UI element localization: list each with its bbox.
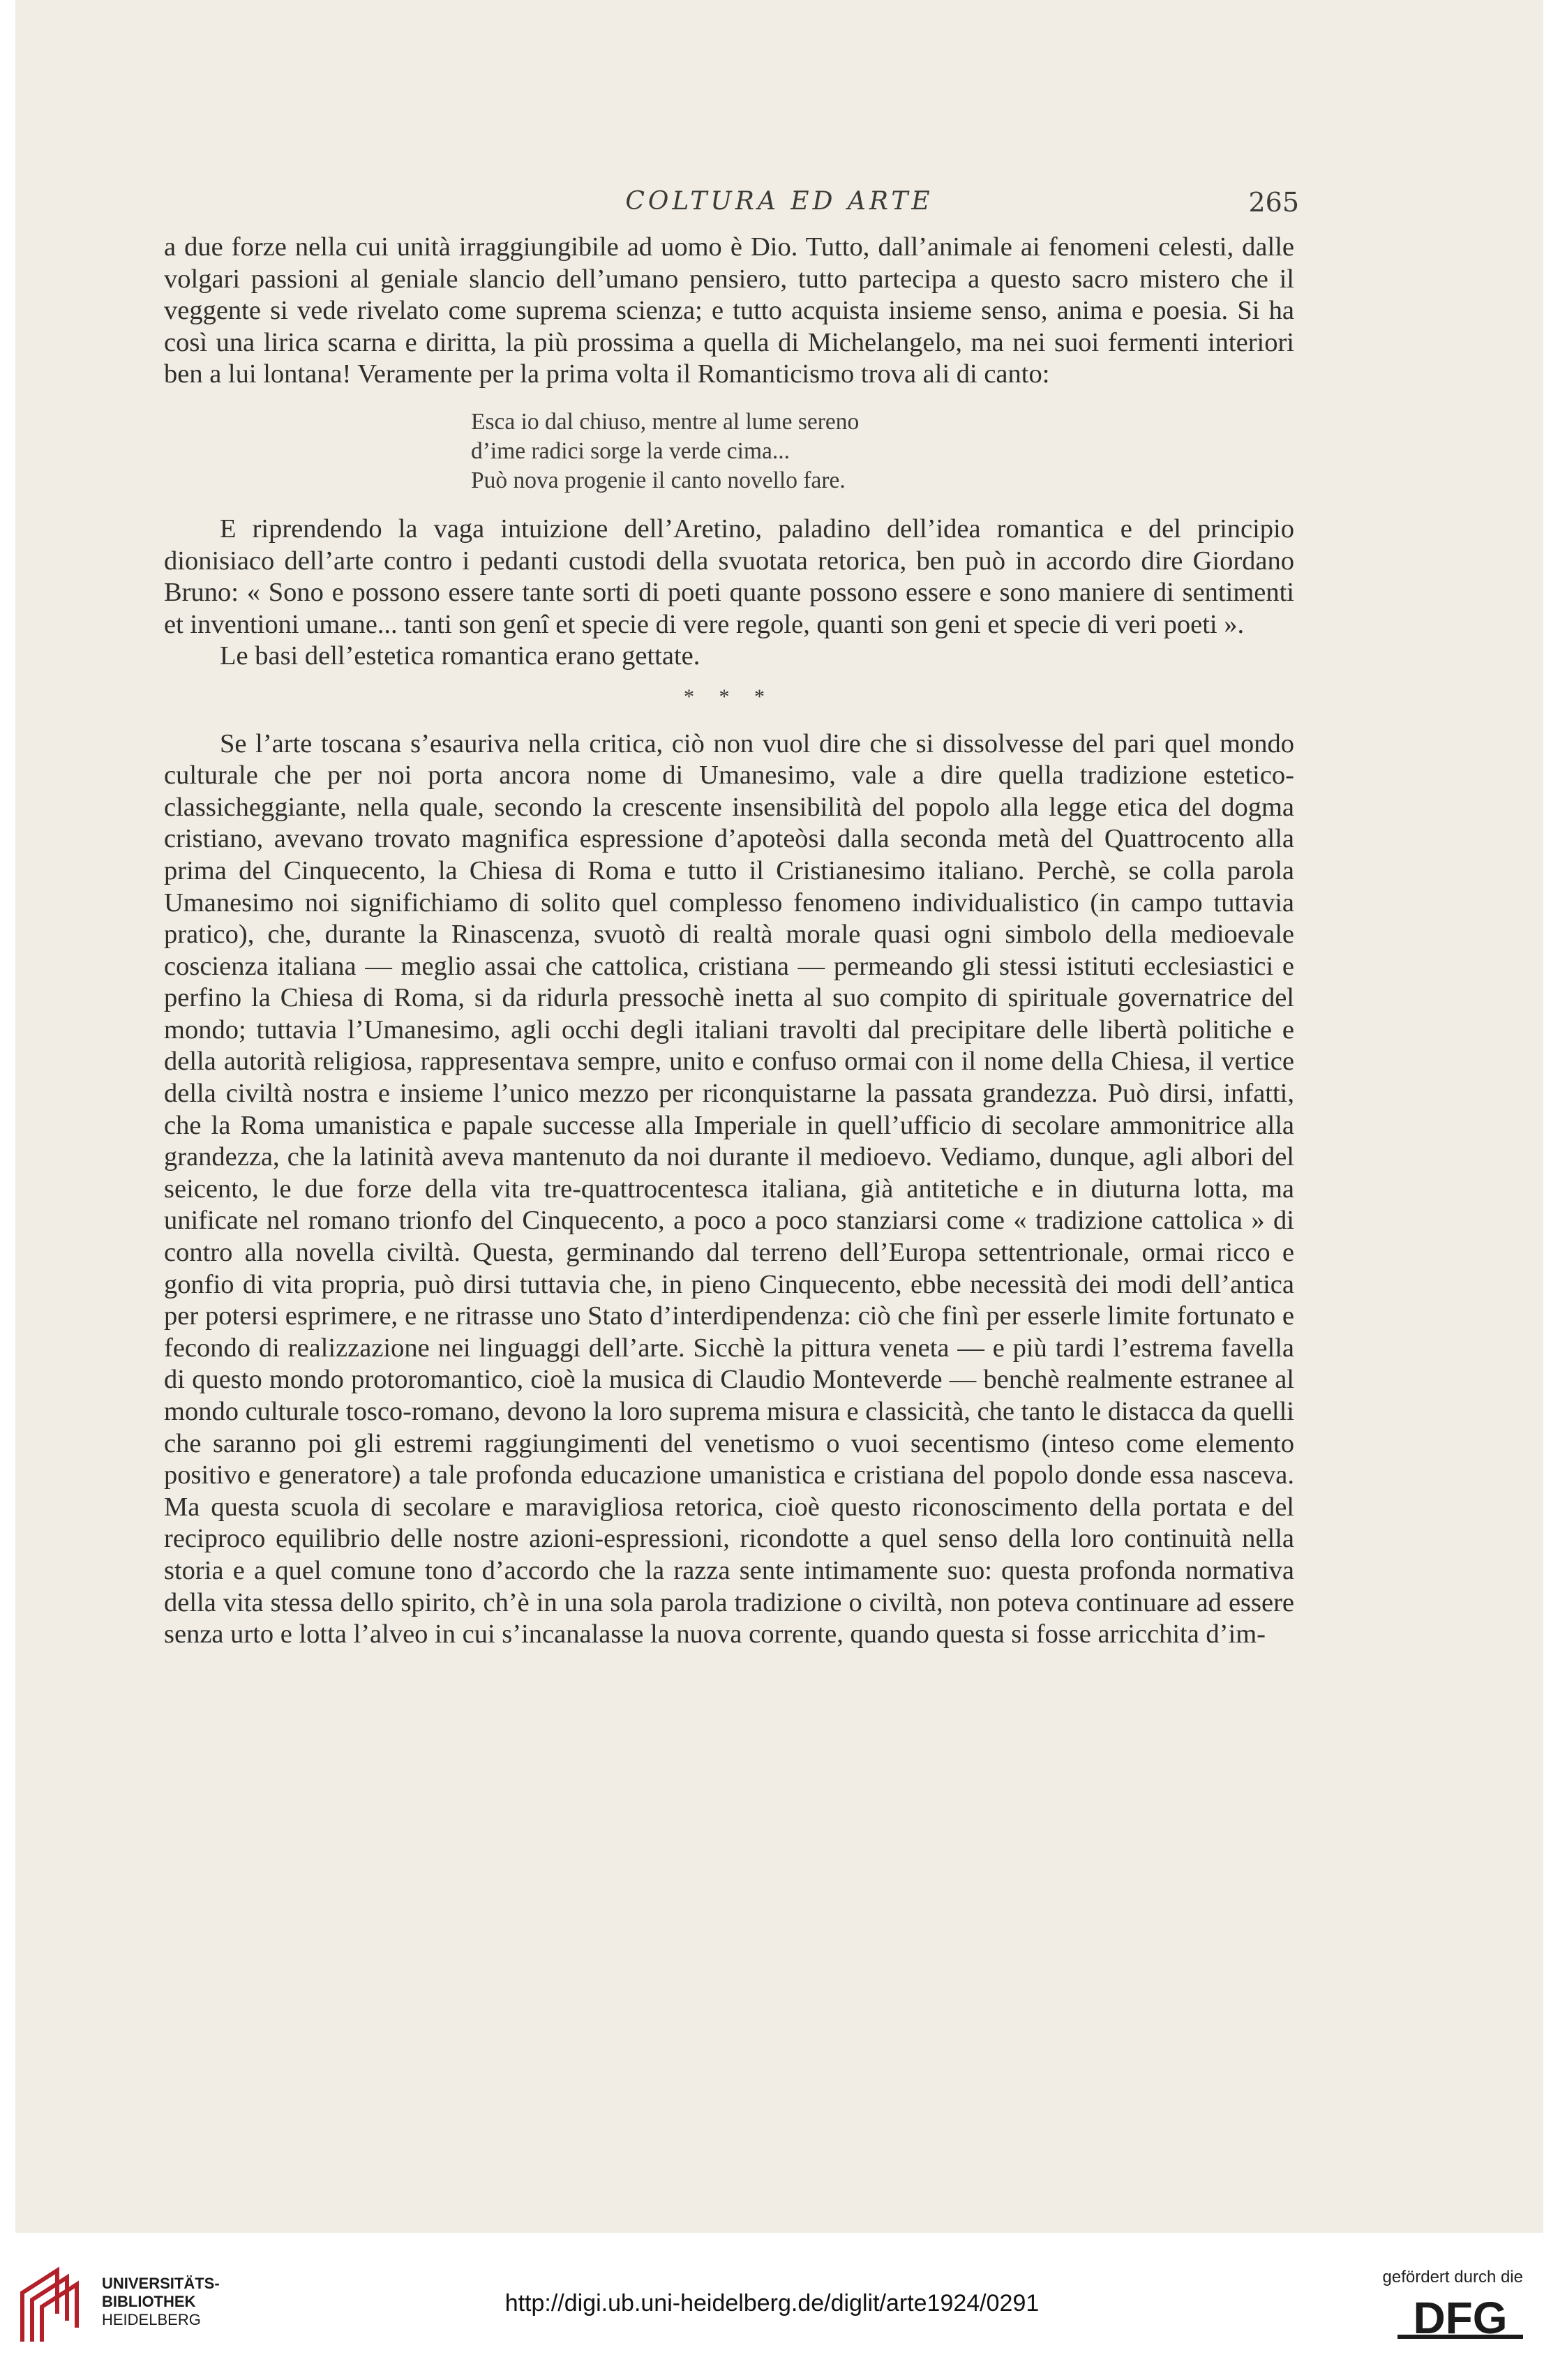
library-name: UNIVERSITÄTS- BIBLIOTHEK HEIDELBERG <box>102 2275 220 2328</box>
paragraph: E riprendendo la vaga intuizione dell’Aretino, paladino dell’idea romantica e del principio dionisiaco dell’arte contro i pedanti custodi della svuotata retorica, ben può in accordo dire Giordano Bruno: « Sono e possono essere tante sorti di poeti quante possono essere e sono maniere di sentimenti et inventioni umane... tanti son genî et specie di vere regole, quanti son geni et specie di veri poeti ». <box>164 514 1294 639</box>
verse-quote <box>471 407 1294 495</box>
verse-line: Esca io dal chiuso, mentre al lume sereno <box>471 408 860 435</box>
paragraph: a due forze nella cui unità irraggiungibile ad uomo è Dio. Tutto, dall’animale ai fenomeni celesti, dalle volgari passioni al geniale slancio dell’umano pensiero, tutto partecipa a questo sacro mistero che il veggente si vede rivelato come suprema scienza; e tutto acquista insieme senso, anima e poesia. Si ha così una lirica scarna e diritta, la più prossima a quella di Michelangelo, ma nei suoi fermenti interiori ben a lui lontana! Veramente per la prima volta il Romanticismo trova ali di canto: <box>164 232 1294 389</box>
page-number: 265 <box>1248 187 1299 218</box>
funding-caption: gefördert durch die <box>1382 2268 1523 2287</box>
dfg-logo <box>1397 2294 1523 2354</box>
body-text <box>164 232 1294 1651</box>
dfg-logo-text: DFG <box>1413 2294 1508 2343</box>
permalink-url[interactable]: http://digi.ub.uni-heidelberg.de/diglit/arte1924/0291 <box>504 2290 1040 2317</box>
verse-line: d’ime radici sorge la verde cima... <box>471 437 790 464</box>
running-title: COLTURA ED ARTE <box>625 187 934 216</box>
paragraph: Se l’arte toscana s’esauriva nella critica, ciò non vuol dire che si dissolvesse del pari quel mondo culturale che per noi porta ancora nome di Umanesimo, vale a dire quella tradizione estetico-classicheggiante, nella quale, secondo la crescente insensibilità del popolo alla legge etica del dogma cristiano, avevano trovato magnifica espressione d’apoteòsi dalla seconda metà del Quattrocento alla prima del Cinquecento, la Chiesa di Roma e tutto il Cristianesimo italiano. Perchè, se colla parola Umanesimo noi significhiamo di solito quel complesso fenomeno individualistico (in campo tuttavia pratico), che, durante la Rinascenza, svuotò di realtà morale quasi ogni simbolo della medioevale coscienza italiana — meglio assai che cattolica, cristiana — permeando gli stessi istituti ecclesiastici e perfino la Chiesa di Roma, si da ridurla pressochè inetta al suo compito di spirituale governatrice del mondo; tuttavia l’Umanesimo, agli occhi degli italiani travolti dal precipitare delle libertà politiche e della autorità religiosa, rappresentava sempre, unito e confuso ormai con il nome della Chiesa, il vertice della civiltà nostra e insieme l’unico mezzo per riconquistarne la passata grandezza. Può dirsi, infatti, che la Roma umanistica e papale successe alla Imperiale in quell’ufficio di secolare ammonitrice alla grandezza, che la latinità aveva mantenuto da noi durante il medioevo. Vediamo, dunque, agli albori del seicento, le due forze della vita tre-quattrocentesca italiana, già antitetiche e in diuturna lotta, ma unificate nel romano trionfo del Cinquecento, a poco a poco stanziarsi come « tradizione cattolica » di contro alla novella civiltà. Questa, germinando dal terreno dell’Europa settentrionale, ormai ricco e gonfio di vita propria, può dirsi tuttavia che, in pieno Cinquecento, ebbe necessità dei modi dell’antica per potersi esprimere, e ne ritrasse uno Stato d’interdipendenza: ciò che finì per esserle limite fortunato e fecondo di realizzazione nei linguaggi dell’arte. Sicchè la pittura veneta — e più tardi l’estrema favella di questo mondo protoromantico, cioè la musica di Claudio Monteverde — benchè realmente estranee al mondo culturale tosco-romano, devono la loro suprema misura e classicità, che tanto le distacca da quelli che saranno poi gli estremi raggiungimenti del venetismo o vuoi secentismo (inteso come elemento positivo e generatore) a tale profonda educazione umanistica e cristiana del popolo donde essa nasceva. Ma questa scuola di secolare e maravigliosa retorica, cioè questo riconoscimento della portata e del reciproco equilibrio delle nostre azioni-espressioni, ricondotte a quel senso della loro continuità nella storia e a quel comune tono d’accordo che la razza sente intimamente suo: questa profonda normativa della vita stessa dello spirito, ch’è in una sola parola tradizione o civiltà, non poteva continuare ad essere senza urto e lotta l’alveo in cui s’incanalasse la nuova corrente, quando questa si fosse arricchita d’im- <box>164 728 1294 1649</box>
verse-line: Può nova progenie il canto novello fare. <box>471 467 846 493</box>
digitization-footer <box>0 2233 1544 2380</box>
section-separator: * * * <box>684 684 774 708</box>
paragraph: Le basi dell’estetica romantica erano gettate. <box>220 641 700 671</box>
scanned-page <box>15 0 1543 2233</box>
page-header <box>15 187 1543 229</box>
